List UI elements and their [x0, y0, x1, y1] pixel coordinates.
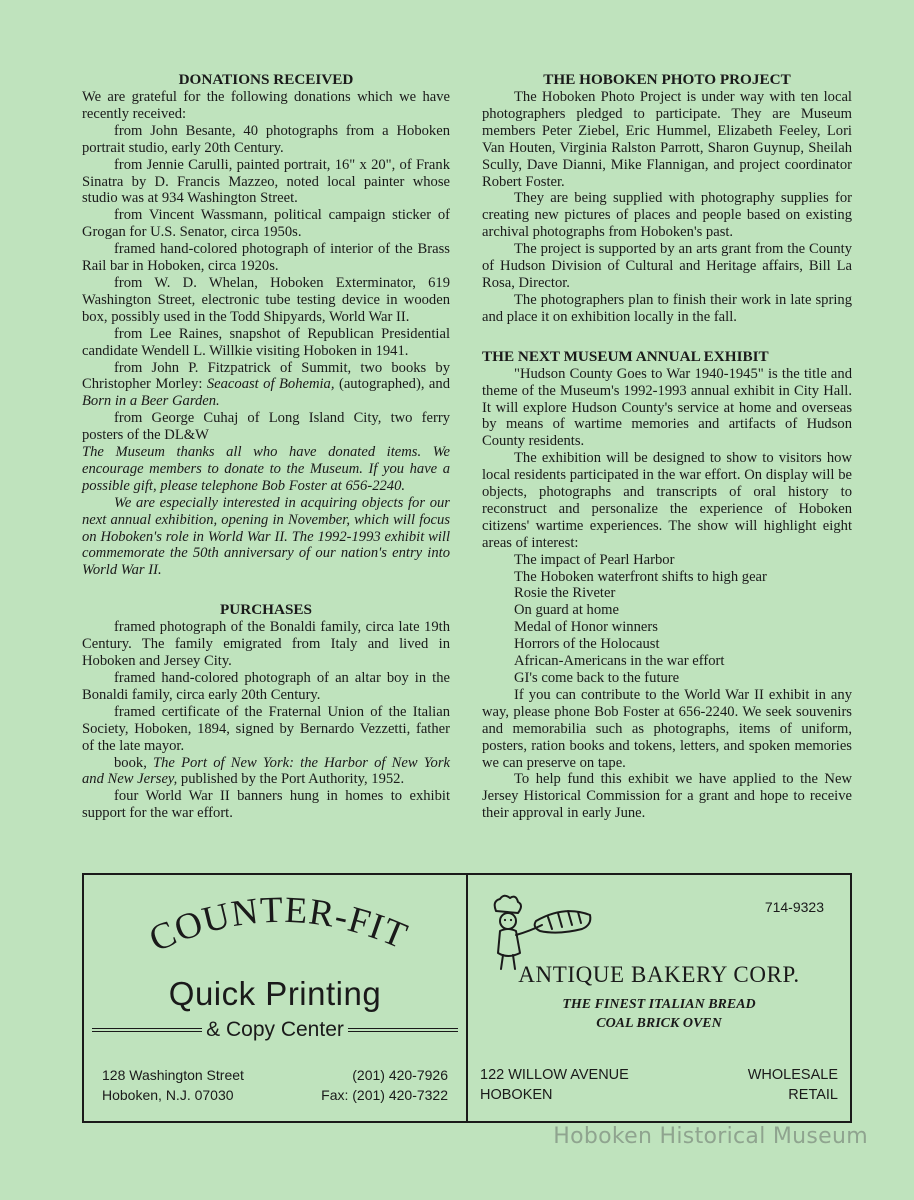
fax-number: Fax: (201) 420-7322	[321, 1087, 448, 1103]
photo-project-paragraph: They are being supplied with photography supplies for creating new pictures of places and people based on existing archival photographs from Hoboken's past.	[482, 190, 852, 241]
counterfit-logo	[104, 891, 450, 977]
morley-prefix: from John P. Fitzpatrick of Summit, two books by Christopher Morley:	[82, 359, 450, 393]
photo-project-paragraph: The Hoboken Photo Project is under way with ten local photographers pledged to participate. They are Museum members Peter Ziebel, Eric Hummel, Elizabeth Feeley, Lori Van Houten, Virginia Ralston Parrott, Sharon Guynup, Sheilah Scully, Dave Dianni, Mike Flannigan, and project coordinator Robert Foster.	[482, 89, 852, 190]
photo-project-paragraph: The project is supported by an arts grant from the County of Hudson Division of Cultural and Heritage affairs, Bill La Rosa, Director.	[482, 241, 852, 291]
morley-middle: (autographed), and	[334, 376, 450, 393]
exhibit-closing: If you can contribute to the World War II exhibit in any way, please phone Bob Foster at 656-2240. We seek souvenirs and memorabilia such as photographs, items of uniform, posters, ration books and tokens, letters, and spoken memories we can preserve on tape.	[482, 686, 852, 771]
photo-project-paragraph: The photographers plan to finish their work in late spring and place it on exhibition locally in the fall.	[482, 291, 852, 325]
phone-number: (201) 420-7926	[352, 1067, 448, 1083]
exhibit-closing: To help fund this exhibit we have applied to the New Jersey Historical Commission for a grant and hope to receive their approval in early June.	[482, 771, 852, 822]
address-line: 122 WILLOW AVENUE	[480, 1067, 629, 1083]
annual-exhibit-heading: THE NEXT MUSEUM ANNUAL EXHIBIT	[482, 347, 769, 365]
purchase-item: framed hand-colored photograph of an altar boy in the Bonaldi family, circa early 20th Century.	[82, 670, 450, 703]
book-prefix: book,	[114, 754, 154, 771]
tagline-line: THE FINEST ITALIAN BREAD	[562, 997, 756, 1012]
donation-item: from John Besante, 40 photographs from a Hoboken portrait studio, early 20th Century.	[82, 122, 450, 156]
divider	[348, 1028, 458, 1032]
book-suffix: published by the Port Authority, 1952.	[177, 771, 405, 788]
book-title: Born in a Beer Garden.	[82, 393, 220, 410]
counterfit-address	[102, 1065, 244, 1105]
donation-item: from Vincent Wassmann, political campaign sticker of Grogan for U.S. Senator, circa 1950s.	[82, 207, 450, 241]
list-item: GI's come back to the future	[514, 670, 680, 686]
bakery-sales-type	[748, 1065, 838, 1105]
book-title: Seacoast of Bohemia,	[206, 376, 335, 393]
left-column	[82, 70, 450, 822]
donation-item: from Lee Raines, snapshot of Republican Presidential candidate Wendell L. Willkie visiting Hoboken in 1941.	[82, 325, 450, 359]
counterfit-subtitle-row	[92, 1018, 458, 1042]
list-item: Medal of Honor winners	[514, 619, 658, 636]
purchase-item: framed certificate of the Fraternal Union of the Italian Society, Hoboken, 1894, signed by Bernardo Vezzetti, father of the late mayor.	[82, 703, 450, 754]
address-line: HOBOKEN	[480, 1087, 553, 1103]
bakery-ad	[466, 873, 852, 1123]
baker-chef-icon	[486, 891, 596, 973]
list-item: Horrors of the Holocaust	[514, 636, 660, 653]
list-item: The impact of Pearl Harbor	[514, 551, 675, 568]
bakery-address	[480, 1065, 629, 1105]
bakery-phone: 714-9323	[764, 899, 824, 915]
donation-item: from W. D. Whelan, Hoboken Exterminator, 619 Washington Street, electronic tube testing device in wooden box, possibly used in the Todd Shipyards, World War II.	[82, 274, 450, 325]
tagline-line: COAL BRICK OVEN	[596, 1016, 722, 1031]
exhibit-paragraph: "Hudson County Goes to War 1940-1945" is the title and theme of the Museum's 1992-1993 annual exhibit in City Hall. It will explore Hudson County's service at home and overseas by means of wartime memories and artifacts of Hudson County residents.	[482, 365, 852, 450]
divider	[92, 1028, 202, 1032]
photo-project-heading: THE HOBOKEN PHOTO PROJECT	[543, 71, 791, 88]
address-line: Hoboken, N.J. 07030	[102, 1087, 234, 1103]
purchase-item: framed photograph of the Bonaldi family, circa late 19th Century. The family emigrated from Italy and lived in Hoboken and Jersey City.	[82, 619, 450, 670]
purchase-item-book	[82, 755, 450, 789]
counterfit-logo-text: COUNTER-FIT	[143, 891, 414, 961]
list-item: The Hoboken waterfront shifts to high gear	[514, 568, 767, 585]
purchase-item: four World War II banners hung in homes to exhibit support for the war effort.	[82, 788, 450, 822]
bakery-tagline	[468, 995, 850, 1033]
list-item: Rosie the Riveter	[514, 585, 616, 602]
book-title: The Port of New York: the Harbor of New York and New Jersey,	[82, 754, 450, 788]
purchases-heading: PURCHASES	[220, 601, 312, 619]
donation-item: from George Cuhaj of Long Island City, two ferry posters of the DL&W	[82, 410, 450, 444]
donations-interest: We are especially interested in acquiring objects for our next annual exhibition, opening in November, which will focus on Hoboken's role in World War II. The 1992-1993 exhibit will commemorate the 50th anniversary of our nation's entry into World War II.	[82, 494, 450, 579]
right-column	[482, 70, 852, 822]
bakery-name: ANTIQUE BAKERY CORP.	[518, 962, 800, 987]
donations-thanks: The Museum thanks all who have donated items. We encourage members to donate to the Museum. If you have a possible gift, please telephone Bob Foster at 656-2240.	[82, 444, 450, 494]
donations-intro: We are grateful for the following donations which we have recently received:	[82, 89, 450, 122]
sales-type: WHOLESALE	[747, 1067, 838, 1083]
watermark: Hoboken Historical Museum	[553, 1124, 868, 1149]
counterfit-subtitle: & Copy Center	[206, 1018, 344, 1041]
list-item: On guard at home	[514, 602, 619, 619]
donation-item: framed hand-colored photograph of interior of the Brass Rail bar in Hoboken, circa 1920s.	[82, 241, 450, 275]
donation-item-morley	[82, 360, 450, 411]
areas-of-interest-list	[482, 552, 852, 687]
counterfit-ad	[82, 873, 468, 1123]
address-line: 128 Washington Street	[102, 1067, 244, 1083]
counterfit-contact	[321, 1065, 448, 1105]
counterfit-title: Quick Printing	[168, 975, 382, 1012]
donations-heading: DONATIONS RECEIVED	[178, 71, 354, 88]
exhibit-paragraph: The exhibition will be designed to show to visitors how local residents participated in the war effort. On display will be objects, photographs and transcripts of oral history to reconstruct and personalize the experience of Hoboken citizens' wartime experiences. The show will highlight eight areas of interest:	[482, 450, 852, 551]
donation-item: from Jennie Carulli, painted portrait, 16" x 20", of Frank Sinatra by D. Francis Mazzeo, noted local painter whose studio was at 934 Washington Street.	[82, 156, 450, 207]
list-item: African-Americans in the war effort	[514, 653, 725, 670]
sales-type: RETAIL	[788, 1087, 838, 1103]
svg-text:COUNTER-FIT	[143, 891, 413, 960]
